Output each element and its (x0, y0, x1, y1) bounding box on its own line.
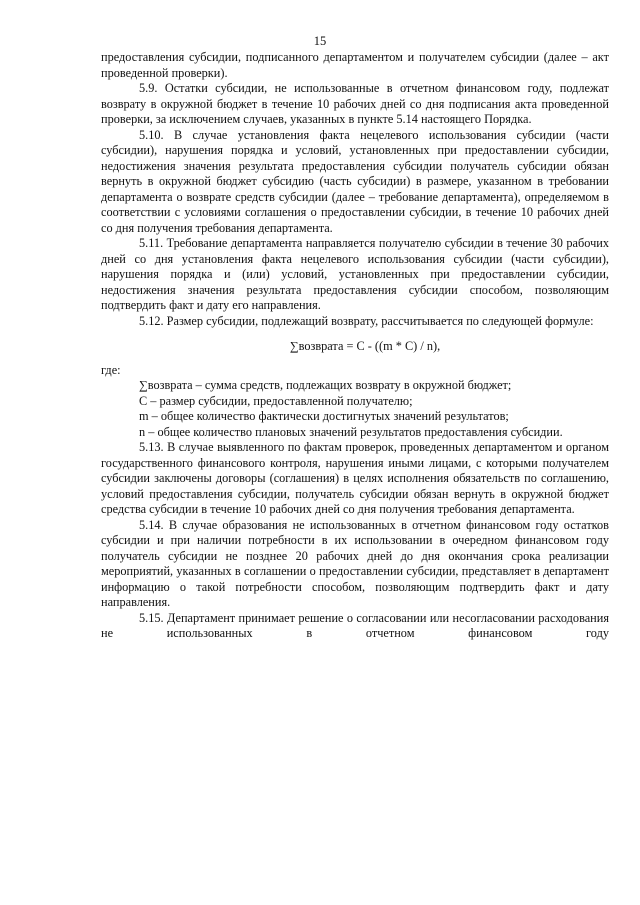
paragraph-5-11: 5.11. Требование департамента направляется получателю субсидии в течение 30 рабочих дней со дня установления факта нецелевого использования субсидии (части субсидии), нарушения порядка и (или) условий, установленных при предоставлении субсидии, недостижения значения результата предоставления субсидии способом, позволяющим подтвердить факт и дату его направления. (101, 236, 609, 312)
definition-c: С – размер субсидии, предоставленной получателю; (139, 393, 413, 408)
paragraph-5-9: 5.9. Остатки субсидии, не использованные в отчетном финансовом году, подлежат возврату в окружной бюджет в течение 10 рабочих дней со дня подписания акта проведенной проверки, за исключением случаев, указанных в пункте 5.14 настоящего Порядка. (101, 81, 609, 126)
definition-m: m – общее количество фактически достигнутых значений результатов; (139, 409, 509, 423)
page-number: 15 (313, 34, 327, 48)
where-label: где: (101, 362, 121, 377)
paragraph-5-13: 5.13. В случае выявленного по фактам проверок, проведенных департаментом и органом государственного финансового контроля, нарушения иными лицами, с которыми получателем субсидии заключены договоры (соглашения) в целях исполнения обязательств по соглашению, условий предоставления субсидии, получатель субсидии обязан вернуть в окружной бюджет средства субсидии в течение 10 рабочих дней со дня получения требования департамента. (101, 440, 609, 516)
paragraph-5-10: 5.10. В случае установления факта нецелевого использования субсидии (части субсидии), нарушения порядка и условий, установленных при предоставлении субсидии, недостижения значения результата предоставления субсидии получатель субсидии обязан вернуть в окружной бюджет субсидию (часть субсидии) в размере, указанном в требовании департамента о возврате средств субсидии (далее – требование департамента), определяемом в соответствии с условиями соглашения о предоставлении субсидии, в течение 10 рабочих дней со дня получения требования департамента. (101, 127, 609, 235)
paragraph-5-14: 5.14. В случае образования не использованных в отчетном финансовом году остатков субсидии и при наличии потребности в их использовании в очередном финансовом году получатель субсидии не позднее 20 рабочих дней до дня окончания срока реализации мероприятий, указанных в соглашении о предоставлении субсидии, представляет в департамент информацию о такой потребности способом, позволяющим подтвердить факт и дату направления. (101, 517, 609, 609)
document-body (101, 50, 609, 642)
definition-n: n – общее количество плановых значений результатов предоставления субсидии. (139, 424, 563, 439)
refund-formula: ∑возврата = С - ((m * С) / n), (289, 339, 441, 353)
paragraph-5-15: 5.15. Департамент принимает решение о согласовании или несогласовании расходования не использованных в отчетном финансовом году (101, 610, 609, 640)
paragraph-continuation: предоставления субсидии, подписанного департаментом и получателем субсидии (далее – акт проведенной проверки). (101, 50, 609, 80)
paragraph-5-12: 5.12. Размер субсидии, подлежащий возврату, рассчитывается по следующей формуле: (139, 313, 594, 328)
definition-sum: ∑возврата – сумма средств, подлежащих возврату в окружной бюджет; (139, 378, 512, 392)
